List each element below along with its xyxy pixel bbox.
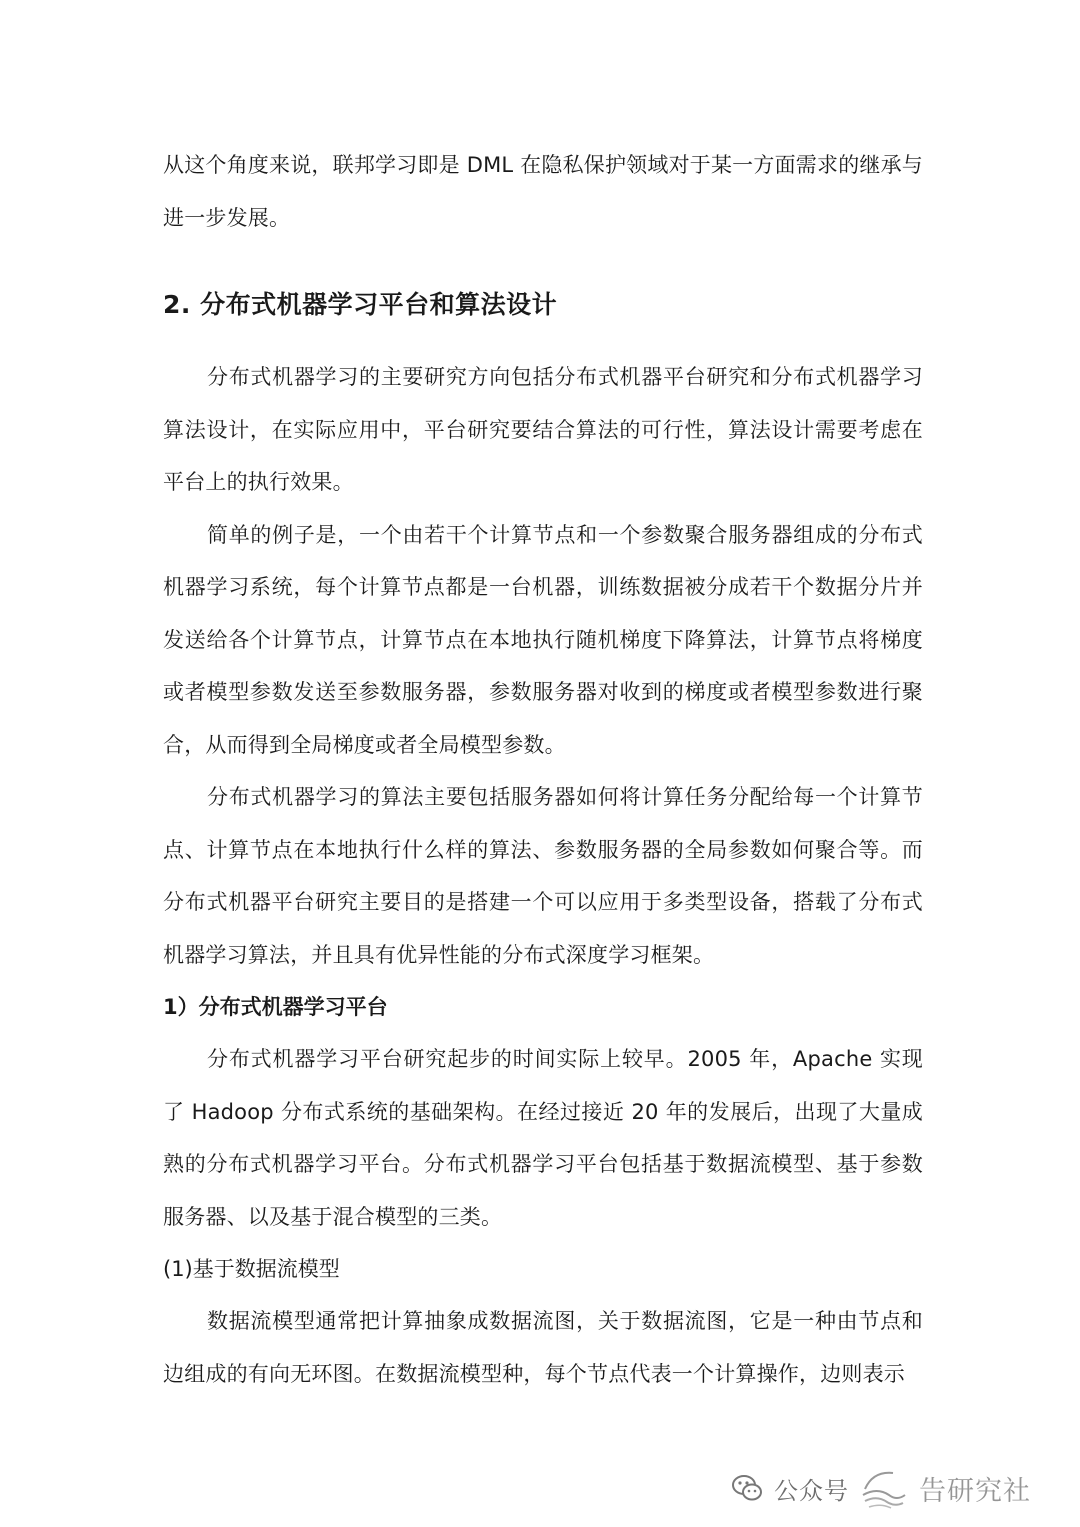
- account-logo-icon: [859, 1465, 909, 1511]
- paragraph: 分布式机器学习的算法主要包括服务器如何将计算任务分配给每一个计算节点、计算节点在本地执行什么样的算法、参数服务器的全局参数如何聚合等。而分布式机器平台研究主要目的是搭建一个可以应用于多类型设备，搭载了分布式机器学习算法，并且具有优异性能的分布式深度学习框架。: [163, 785, 923, 967]
- platform-label: 公众号: [774, 1476, 849, 1505]
- section-heading: 2. 分布式机器学习平台和算法设计: [163, 290, 558, 319]
- document-body: [163, 139, 923, 1400]
- final-paragraph: 数据流模型通常把计算抽象成数据流图，关于数据流图，它是一种由节点和边组成的有向无环图。在数据流模型种，每个节点代表一个计算操作，边则表示: [163, 1309, 923, 1386]
- paragraph: 简单的例子是，一个由若干个计算节点和一个参数聚合服务器组成的分布式机器学习系统，每个计算节点都是一台机器，训练数据被分成若干个数据分片并发送给各个计算节点，计算节点在本地执行随机梯度下降算法，计算节点将梯度或者模型参数发送至参数服务器，参数服务器对收到的梯度或者模型参数进行聚合，从而得到全局梯度或者全局模型参数。: [163, 522, 923, 757]
- paragraph: 分布式机器学习的主要研究方向包括分布式机器平台研究和分布式机器学习算法设计，在实际应用中，平台研究要结合算法的可行性，算法设计需要考虑在平台上的执行效果。: [163, 365, 923, 494]
- intro-paragraph: 从这个角度来说，联邦学习即是 DML 在隐私保护领域对于某一方面需求的继承与进一步发展。: [163, 153, 923, 230]
- subsection-heading: 1）分布式机器学习平台: [163, 995, 388, 1019]
- account-name: 告研究社: [919, 1475, 1031, 1507]
- sub-subsection-heading: (1)基于数据流模型: [163, 1257, 340, 1281]
- watermark: [730, 1458, 1031, 1518]
- wechat-icon: [730, 1471, 764, 1505]
- subsection-paragraph: 分布式机器学习平台研究起步的时间实际上较早。2005 年，Apache 实现了 Hadoop 分布式系统的基础架构。在经过接近 20 年的发展后，出现了大量成熟的分布式机器学习平台。分布式机器学习平台包括基于数据流模型、基于参数服务器、以及基于混合模型的三类。: [163, 1047, 923, 1229]
